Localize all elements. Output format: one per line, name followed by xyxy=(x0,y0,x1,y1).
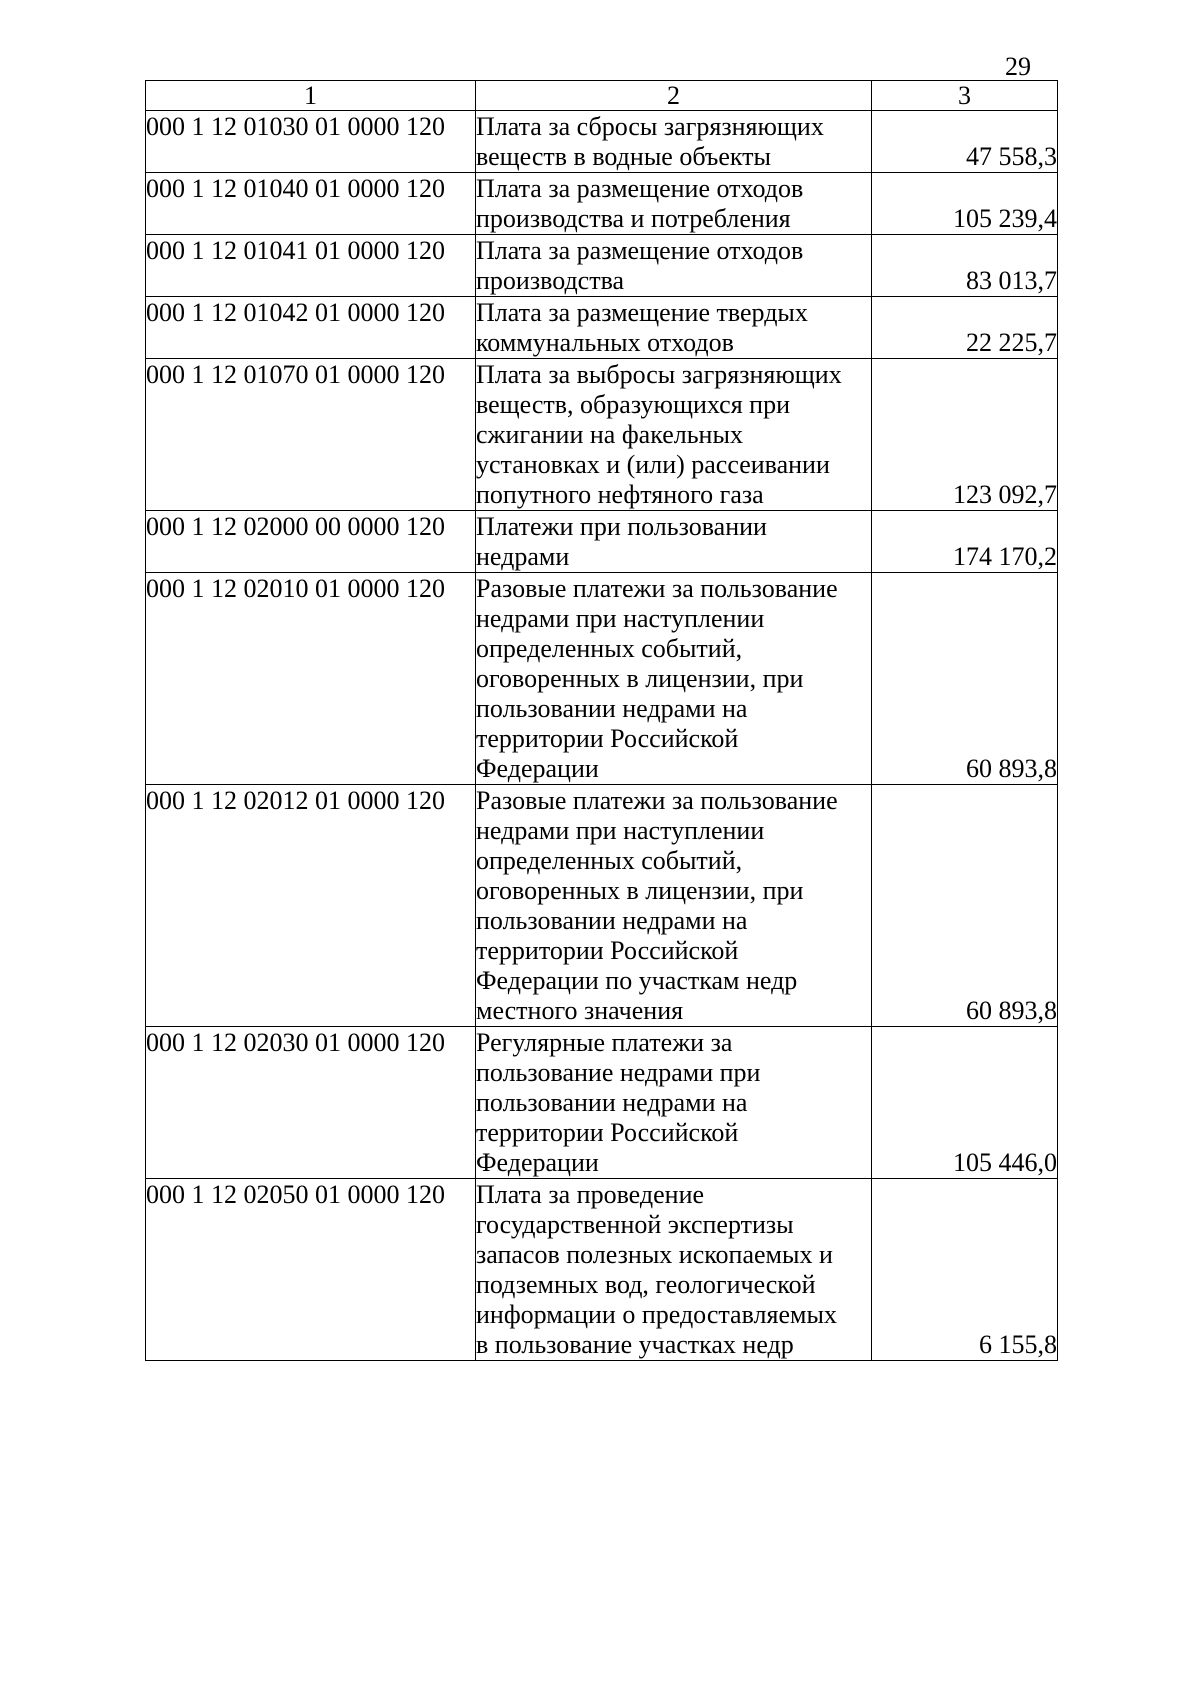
name-cell: Плата за размещение отходов производства и потребления xyxy=(476,173,872,235)
code-cell: 000 1 12 01070 01 0000 120 xyxy=(146,359,476,511)
amount-cell: 6 155,8 xyxy=(872,1179,1058,1361)
name-cell: Плата за размещение твердых коммунальных отходов xyxy=(476,297,872,359)
code-cell: 000 1 12 02030 01 0000 120 xyxy=(146,1027,476,1179)
table-row xyxy=(146,1179,1058,1361)
name-cell: Плата за выбросы загрязняющих веществ, образующихся при сжигании на факельных установках и (или) рассеивании попутного нефтяного газа xyxy=(476,359,872,511)
name-cell: Плата за размещение отходов производства xyxy=(476,235,872,297)
amount-cell: 83 013,7 xyxy=(872,235,1058,297)
table-row xyxy=(146,511,1058,573)
revenue-table xyxy=(145,80,1058,1361)
code-cell: 000 1 12 01040 01 0000 120 xyxy=(146,173,476,235)
name-cell: Регулярные платежи за пользование недрами при пользовании недрами на территории Российской Федерации xyxy=(476,1027,872,1179)
amount-cell: 60 893,8 xyxy=(872,573,1058,785)
table-row xyxy=(146,235,1058,297)
column-header-2: 2 xyxy=(476,81,872,111)
table-row xyxy=(146,573,1058,785)
code-cell: 000 1 12 01042 01 0000 120 xyxy=(146,297,476,359)
name-cell: Разовые платежи за пользование недрами при наступлении определенных событий, оговоренных в лицензии, при пользовании недрами на территории Российской Федерации по участкам недр местного значения xyxy=(476,785,872,1027)
table-row xyxy=(146,173,1058,235)
code-cell: 000 1 12 01030 01 0000 120 xyxy=(146,111,476,173)
table-row xyxy=(146,359,1058,511)
code-cell: 000 1 12 01041 01 0000 120 xyxy=(146,235,476,297)
code-cell: 000 1 12 02000 00 0000 120 xyxy=(146,511,476,573)
amount-cell: 60 893,8 xyxy=(872,785,1058,1027)
table-row xyxy=(146,111,1058,173)
amount-cell: 22 225,7 xyxy=(872,297,1058,359)
table-row xyxy=(146,1027,1058,1179)
code-cell: 000 1 12 02010 01 0000 120 xyxy=(146,573,476,785)
amount-cell: 123 092,7 xyxy=(872,359,1058,511)
name-cell: Платежи при пользовании недрами xyxy=(476,511,872,573)
table-header-row xyxy=(146,81,1058,111)
code-cell: 000 1 12 02012 01 0000 120 xyxy=(146,785,476,1027)
amount-cell: 105 239,4 xyxy=(872,173,1058,235)
code-cell: 000 1 12 02050 01 0000 120 xyxy=(146,1179,476,1361)
column-header-1: 1 xyxy=(146,81,476,111)
name-cell: Плата за проведение государственной экспертизы запасов полезных ископаемых и подземных вод, геологической информации о предоставляемых в пользование участках недр xyxy=(476,1179,872,1361)
table-row xyxy=(146,785,1058,1027)
name-cell: Разовые платежи за пользование недрами при наступлении определенных событий, оговоренных в лицензии, при пользовании недрами на территории Российской Федерации xyxy=(476,573,872,785)
page-number: 29 xyxy=(1005,52,1031,81)
column-header-3: 3 xyxy=(872,81,1058,111)
amount-cell: 47 558,3 xyxy=(872,111,1058,173)
amount-cell: 105 446,0 xyxy=(872,1027,1058,1179)
name-cell: Плата за сбросы загрязняющих веществ в водные объекты xyxy=(476,111,872,173)
amount-cell: 174 170,2 xyxy=(872,511,1058,573)
table-row xyxy=(146,297,1058,359)
